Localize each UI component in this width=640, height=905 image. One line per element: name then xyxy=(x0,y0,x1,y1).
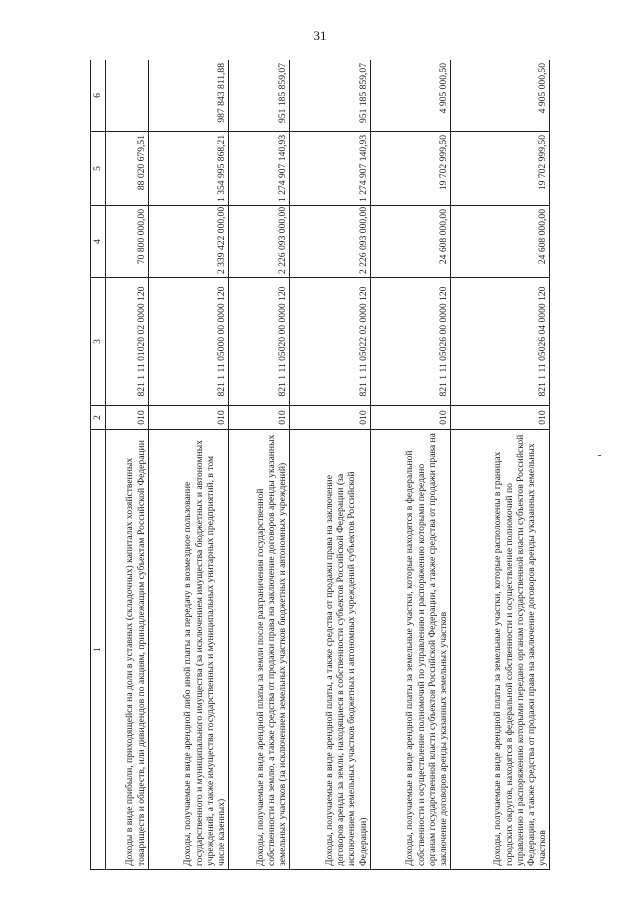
header-cell: 5 xyxy=(91,132,106,206)
cell-description: Доходы, получаемые в виде арендной платы, а также средства от продажи права на заключение договоров аренды за земли, находящиеся в собственности субъектов Российской Федерации (за исключением земельных участков бюджетных и автономных учреждений субъектов Российской Федерации) xyxy=(290,430,370,870)
cell-col6: 4 905 000,50 xyxy=(370,60,450,132)
table-row xyxy=(106,60,149,870)
cell-kbk: 821 1 11 01020 02 0000 120 xyxy=(106,278,149,406)
header-cell: 3 xyxy=(91,278,106,406)
cell-col6 xyxy=(106,60,149,132)
cell-admin-code: 010 xyxy=(228,406,289,430)
header-cell: 1 xyxy=(91,430,106,870)
table-row xyxy=(370,60,450,870)
cell-admin-code: 010 xyxy=(290,406,370,430)
cell-col4: 2 339 422 000,00 xyxy=(148,206,228,278)
page-number: 31 xyxy=(313,28,327,43)
cell-col5: 1 354 995 868,21 xyxy=(148,132,228,206)
cell-description: Доходы, получаемые в виде арендной платы за земельные участки, которые находятся в федеральной собственности и осуществление полномочий по управлению и распоряжению которыми передано органам государственной власти субъектов Российской Федерации, а также средства от продажи права на заключение договоров аренды указанных земельных участков xyxy=(370,430,450,870)
cell-col6: 4 905 000,50 xyxy=(450,60,549,132)
cell-description: Доходы в виде прибыли, приходящейся на доли в уставных (складочных) капиталах хозяйственных товариществ и обществ, или дивидендов по акциям, принадлежащим субъектам Российской Федерации xyxy=(106,430,149,870)
revenue-table xyxy=(90,60,550,870)
table-row xyxy=(228,60,289,870)
cell-admin-code: 010 xyxy=(106,406,149,430)
cell-admin-code: 010 xyxy=(450,406,549,430)
rotated-table-frame xyxy=(90,60,550,870)
header-cell: 4 xyxy=(91,206,106,278)
cell-kbk: 821 1 11 05000 00 0000 120 xyxy=(148,278,228,406)
table-row xyxy=(450,60,549,870)
rotated-table-container xyxy=(90,60,550,870)
cell-col4: 2 226 093 000,00 xyxy=(228,206,289,278)
cell-kbk: 821 1 11 05026 04 0000 120 xyxy=(450,278,549,406)
cell-description: Доходы, получаемые в виде арендной платы за земельные участки, которые расположены в границах городских округов, находятся в федеральной собственности и осуществление полномочий по управлению и распоряжению которыми передано органам государственной власти субъектов Российской Федерации, а также средства от продажи права на заключение договоров аренды указанных земельных участков xyxy=(450,430,549,870)
header-cell: 2 xyxy=(91,406,106,430)
cell-col4: 24 608 000,00 xyxy=(370,206,450,278)
table-row xyxy=(290,60,370,870)
cell-col4: 2 226 093 000,00 xyxy=(290,206,370,278)
cell-kbk: 821 1 11 05026 00 0000 120 xyxy=(370,278,450,406)
cell-col6: 987 843 811,88 xyxy=(148,60,228,132)
cell-col5: 1 274 907 140,93 xyxy=(228,132,289,206)
cell-description: Доходы, получаемые в виде арендной либо иной платы за передачу в возмездное пользование государственного и муниципального имущества (за исключением имущества бюджетных и автономных учреждений, а также имущества государственных и муниципальных унитарных предприятий, в том числе казенных) xyxy=(148,430,228,870)
cell-admin-code: 010 xyxy=(370,406,450,430)
table-header-row xyxy=(91,60,106,870)
cell-col4: 24 608 000,00 xyxy=(450,206,549,278)
cell-col5: 1 274 907 140,93 xyxy=(290,132,370,206)
cell-kbk: 821 1 11 05022 02 0000 120 xyxy=(290,278,370,406)
cell-col6: 951 185 859,07 xyxy=(228,60,289,132)
cell-col4: 70 800 000,00 xyxy=(106,206,149,278)
cell-col5: 19 702 999,50 xyxy=(370,132,450,206)
cell-col5: 88 020 679,51 xyxy=(106,132,149,206)
cell-col6: 951 185 859,07 xyxy=(290,60,370,132)
scan-speck xyxy=(598,455,601,456)
table-row xyxy=(148,60,228,870)
header-cell: 6 xyxy=(91,60,106,132)
cell-col5: 19 702 999,50 xyxy=(450,132,549,206)
cell-kbk: 821 1 11 05020 00 0000 120 xyxy=(228,278,289,406)
cell-description: Доходы, получаемые в виде арендной платы за земли после разграничения государственной собственности на землю, а также средства от продажи права на заключение договоров аренды указанных земельных участков (за исключением земельных участков бюджетных и автономных учреждений) xyxy=(228,430,289,870)
cell-admin-code: 010 xyxy=(148,406,228,430)
